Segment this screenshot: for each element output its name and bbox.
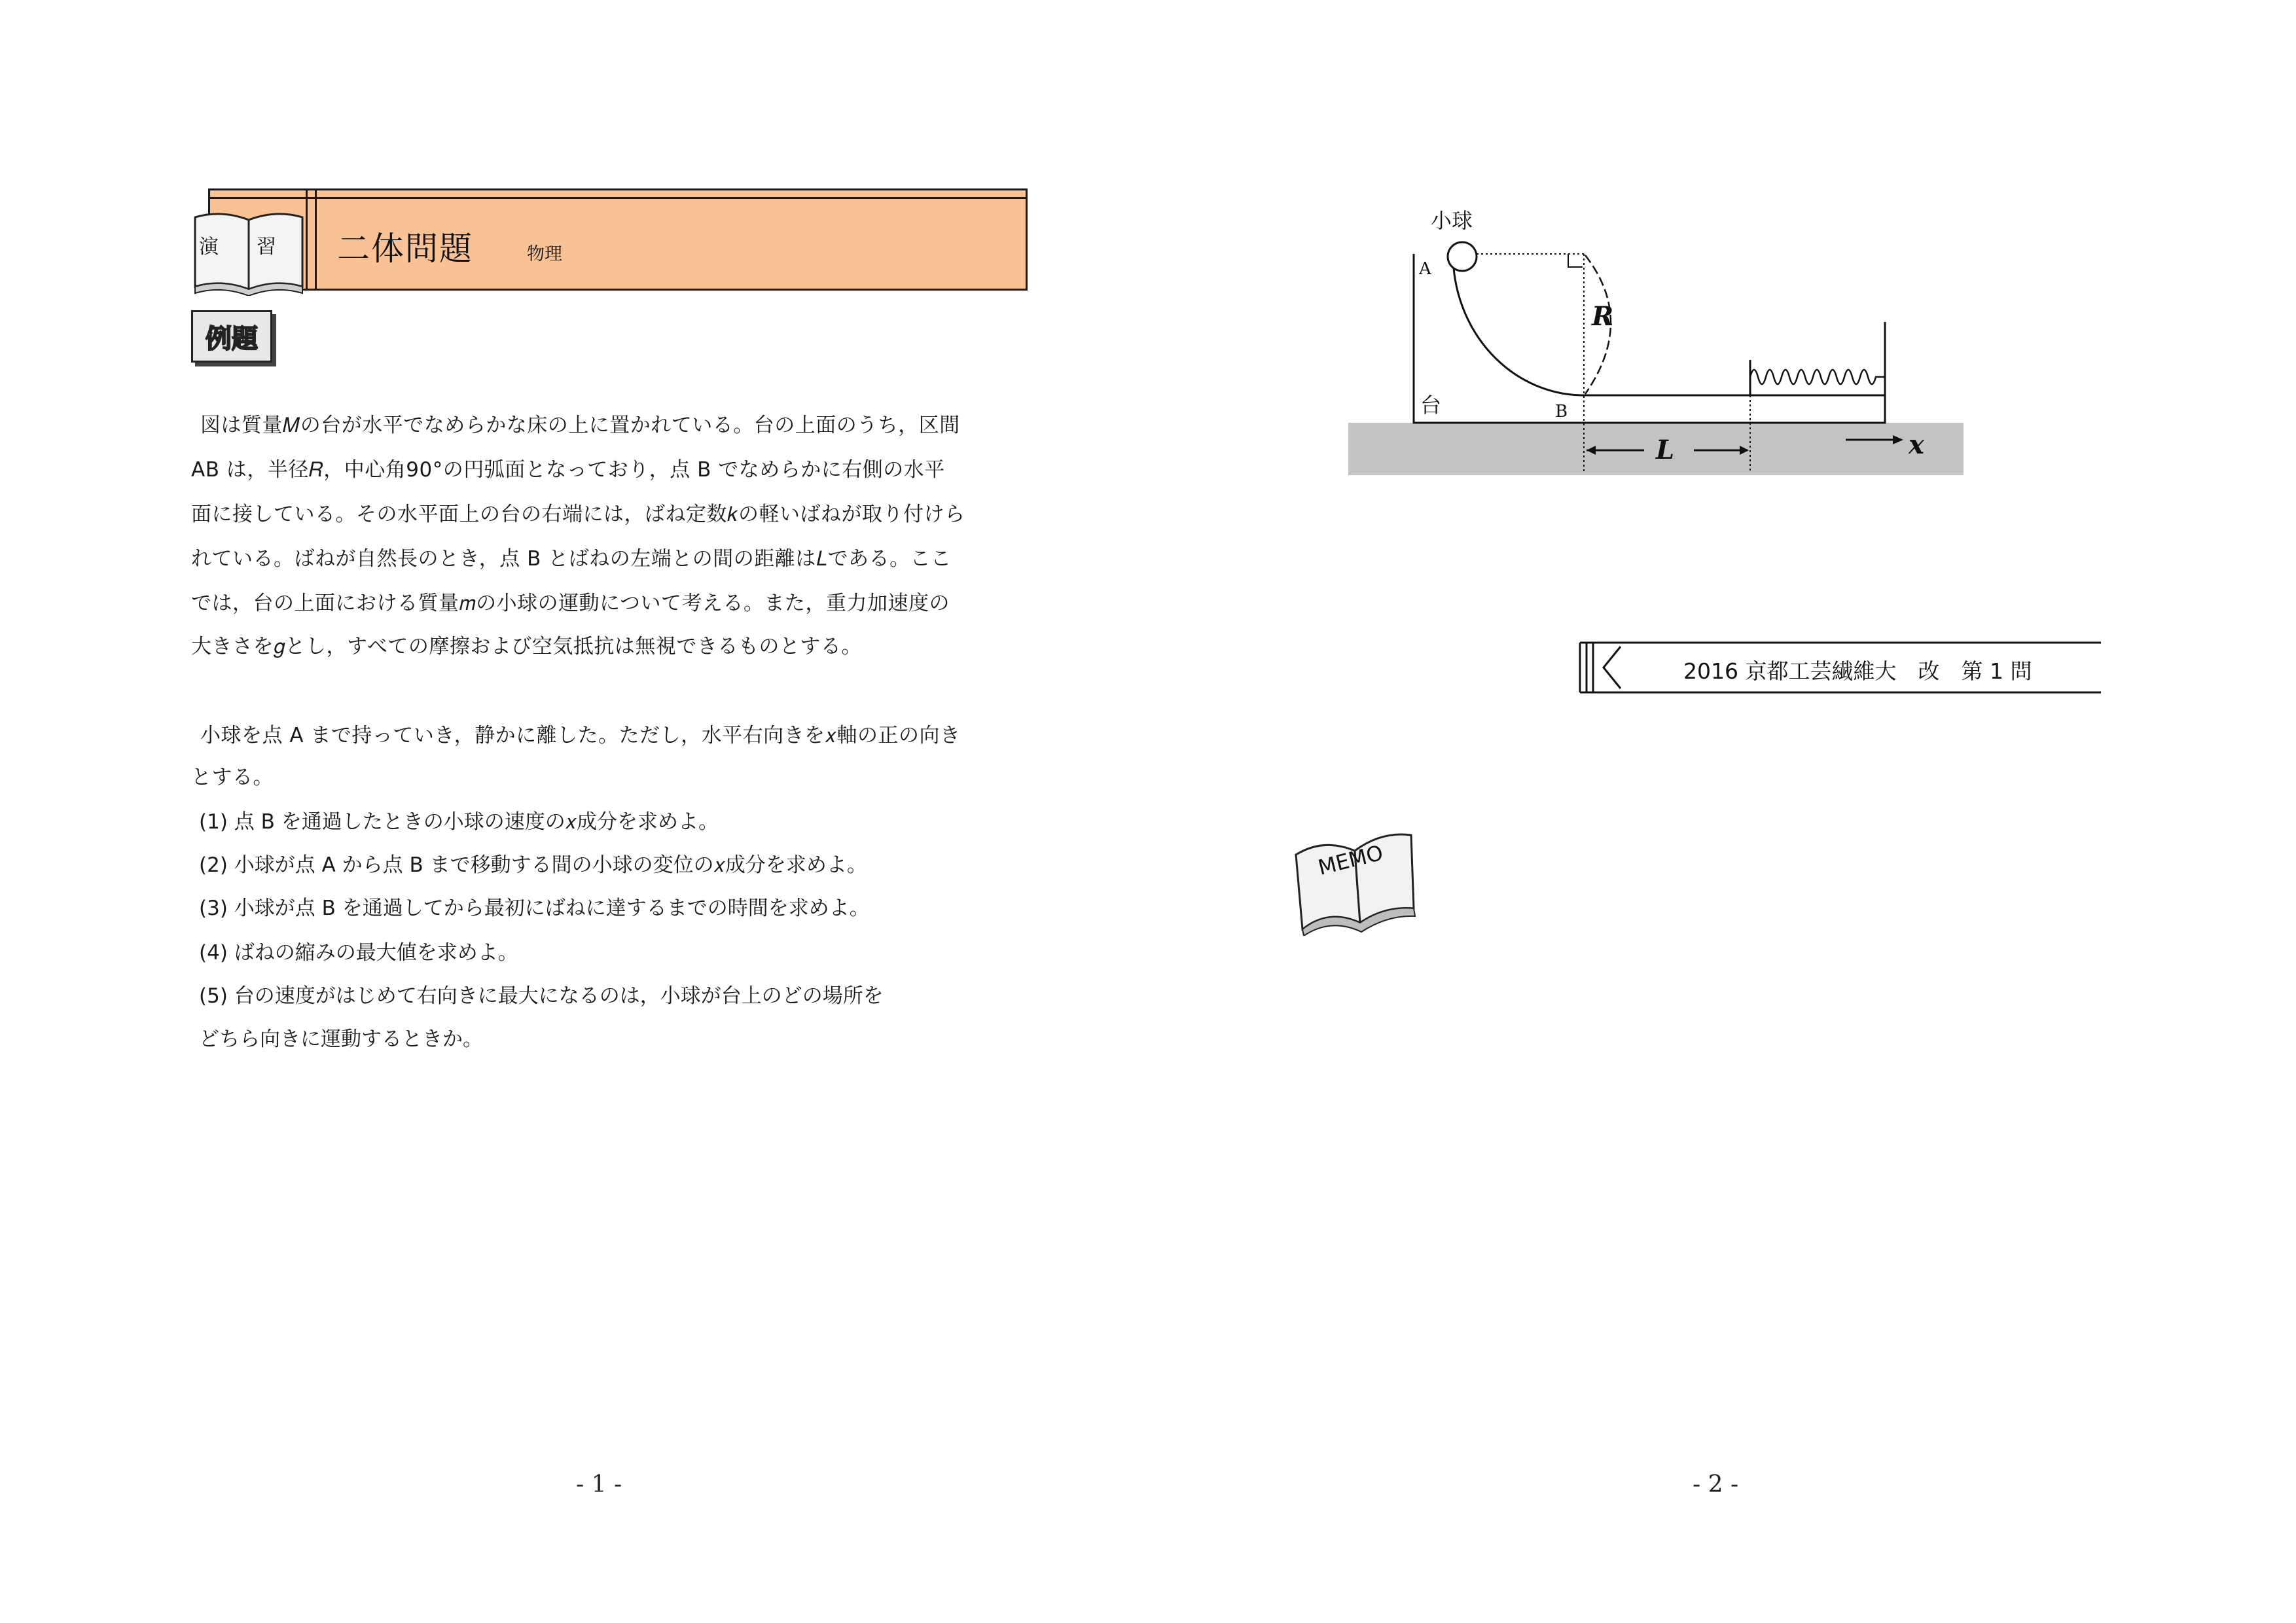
memo-label: MEMO — [1316, 840, 1386, 880]
spring — [1750, 370, 1885, 384]
question-5: (5) 台の速度がはじめて右向きに最大になるのは，小球が台上のどの場所を — [199, 984, 884, 1008]
base-label: 台 — [1420, 393, 1442, 418]
question-3: (3) 小球が点 B を通過してから最初にばねに達するまでの時間を求めよ。 — [199, 897, 870, 920]
question-5-cont: どちら向きに運動するときか。 — [199, 1027, 483, 1051]
banner-top-rule — [210, 197, 1026, 199]
setup-line: とする。 — [191, 766, 274, 789]
ball-label: 小球 — [1431, 208, 1473, 233]
problem-line: 図は質量𝑀の台が水平でなめらかな床の上に置かれている。台の上面のうち，区間 — [200, 414, 960, 437]
banner-divider — [315, 190, 317, 289]
problem-line: 面に接している。その水平面上の台の右端には，ばね定数𝑘の軽いばねが取り付けら — [191, 503, 965, 526]
book-label-left: 演 — [199, 236, 219, 259]
x-axis-label: x — [1909, 429, 1924, 460]
problem-line: れている。ばねが自然長のとき，点 B とばねの左端との間の距離は𝐿である。ここ — [191, 547, 952, 571]
memo-book-icon — [1289, 825, 1420, 936]
radius-label: R — [1592, 301, 1614, 332]
page-number-right: - 2 - — [1693, 1471, 1739, 1498]
problem-line: では，台の上面における質量𝑚の小球の運動について考える。また，重力加速度の — [191, 592, 950, 615]
platform — [1414, 254, 1885, 423]
problem-line: 大きさを𝑔とし，すべての摩擦および空気抵抗は無視できるものとする。 — [191, 635, 862, 658]
ball — [1448, 242, 1477, 271]
setup-line: 小球を点 A まで持っていき，静かに離した。ただし，水平右向きを𝑥軸の正の向き — [200, 724, 961, 747]
point-b-label: B — [1555, 402, 1568, 421]
question-2: (2) 小球が点 A から点 B まで移動する間の小球の変位の𝑥成分を求めよ。 — [199, 853, 867, 877]
right-angle-marker — [1568, 254, 1583, 267]
example-badge: 例題 — [191, 310, 272, 363]
book-label-right: 習 — [257, 236, 276, 259]
header-banner — [208, 188, 1028, 291]
subject-label: 物理 — [527, 244, 562, 264]
source-label: 2016 京都工芸繊維大 改 第 1 問 — [1683, 658, 2032, 684]
page-title: 二体問題 — [337, 230, 473, 268]
distance-label: L — [1656, 435, 1675, 465]
point-a-label: A — [1419, 259, 1431, 279]
question-1: (1) 点 B を通過したときの小球の速度の𝑥成分を求めよ。 — [199, 810, 719, 834]
question-4: (4) ばねの縮みの最大値を求めよ。 — [199, 941, 518, 965]
problem-line: AB は，半径𝑅，中心角90°の円弧面となっており，点 B でなめらかに右側の水平 — [191, 458, 945, 482]
arc-surface — [1453, 254, 1584, 395]
page-number-left: - 1 - — [576, 1471, 622, 1498]
